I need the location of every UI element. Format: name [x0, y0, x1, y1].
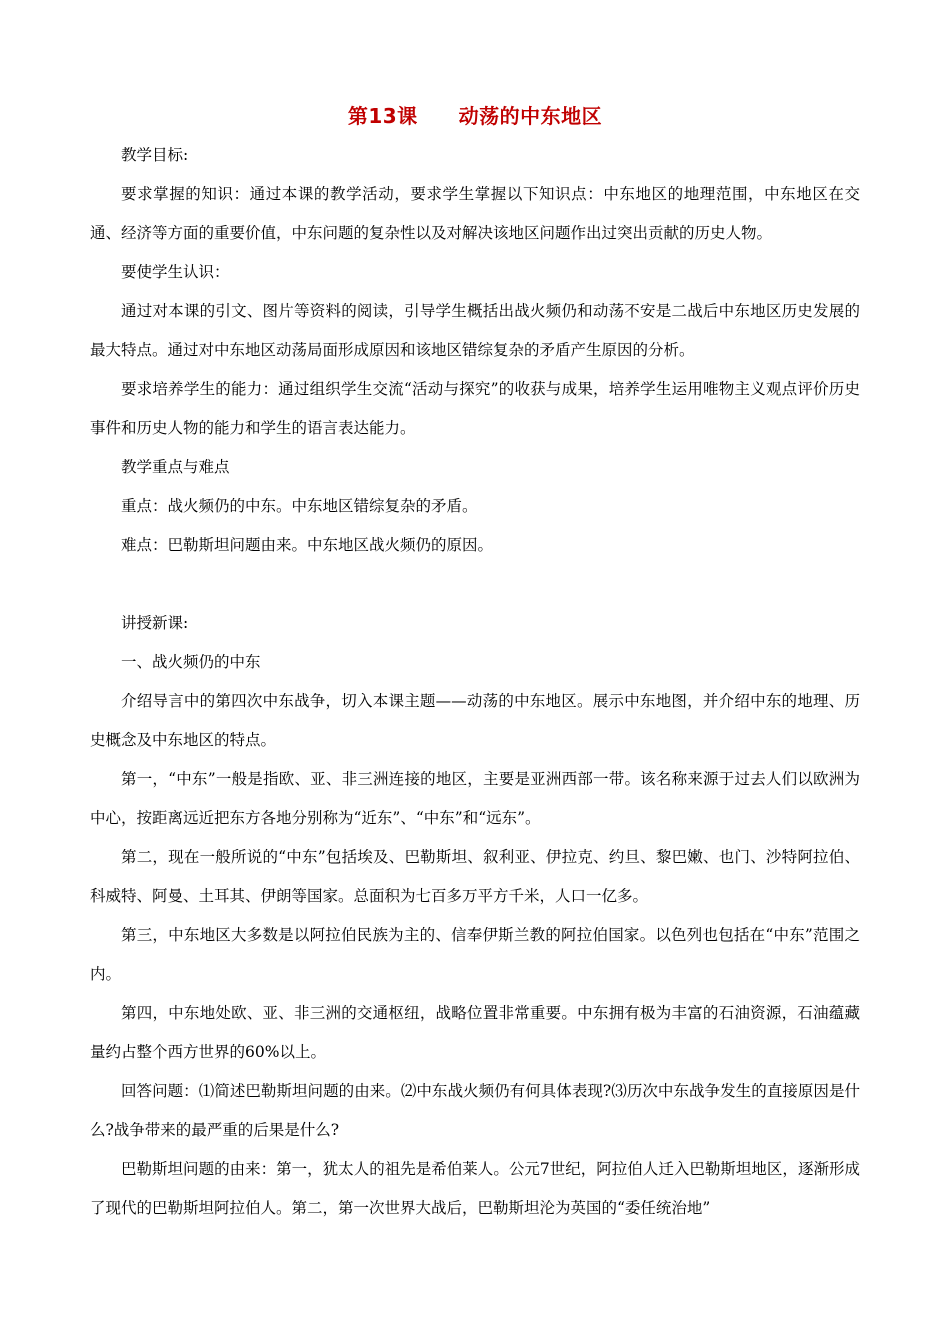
paragraph-key-points-heading: 教学重点与难点: [121, 458, 230, 476]
section-heading-1: 一、战火频仍的中东: [121, 653, 261, 671]
document-body: [90, 136, 860, 1228]
paragraph-point-third: 第三，中东地区大多数是以阿拉伯民族为主的、信奉伊斯兰教的阿拉伯国家。以色列也包括在“中东”范围之内。: [90, 926, 860, 983]
paragraph-questions: 回答问题：⑴简述巴勒斯坦问题的由来。⑵中东战火频仍有何具体表现?⑶历次中东战争发生的直接原因是什么?战争带来的最严重的后果是什么?: [90, 1082, 860, 1139]
paragraph-understanding-heading: 要使学生认识：: [121, 263, 230, 281]
paragraph-introduction: 介绍导言中的第四次中东战争，切入本课主题——动荡的中东地区。展示中东地图，并介绍中东的地理、历史概念及中东地区的特点。: [90, 692, 860, 749]
paragraph-point-first: 第一，“中东”一般是指欧、亚、非三洲连接的地区，主要是亚洲西部一带。该名称来源于过去人们以欧洲为中心，按距离远近把东方各地分别称为“近东”、“中东”和“远东”。: [90, 770, 860, 827]
paragraph-understanding: 通过对本课的引文、图片等资料的阅读，引导学生概括出战火频仍和动荡不安是二战后中东地区历史发展的最大特点。通过对中东地区动荡局面形成原因和该地区错综复杂的矛盾产生原因的分析。: [90, 302, 860, 359]
paragraph-difficult-point: 难点：巴勒斯坦问题由来。中东地区战火频仍的原因。: [121, 536, 494, 554]
paragraph-new-lesson-heading: 讲授新课:: [121, 614, 189, 632]
lesson-title: 第13课 动荡的中东地区: [347, 104, 603, 128]
paragraph-teaching-goals: 教学目标:: [121, 146, 189, 164]
paragraph-ability: 要求培养学生的能力：通过组织学生交流“活动与探究”的收获与成果，培养学生运用唯物主义观点评价历史事件和历史人物的能力和学生的语言表达能力。: [90, 380, 860, 437]
paragraph-knowledge-requirements: 要求掌握的知识：通过本课的教学活动，要求学生掌握以下知识点：中东地区的地理范围，中东地区在交通、经济等方面的重要价值，中东问题的复杂性以及对解决该地区问题作出过突出贡献的历史人物。: [90, 185, 860, 242]
paragraph-palestine-origin: 巴勒斯坦问题的由来：第一，犹太人的祖先是希伯莱人。公元7世纪，阿拉伯人迁入巴勒斯坦地区，逐渐形成了现代的巴勒斯坦阿拉伯人。第二，第一次世界大战后，巴勒斯坦沦为英国的“委任统治地”: [90, 1160, 860, 1217]
paragraph-point-second: 第二，现在一般所说的“中东”包括埃及、巴勒斯坦、叙利亚、伊拉克、约旦、黎巴嫩、也门、沙特阿拉伯、科威特、阿曼、土耳其、伊朗等国家。总面积为七百多万平方千米，人口一亿多。: [90, 848, 860, 905]
paragraph-key-point: 重点：战火频仍的中东。中东地区错综复杂的矛盾。: [121, 497, 478, 515]
blank-line: [90, 565, 860, 604]
paragraph-point-fourth: 第四，中东地处欧、亚、非三洲的交通枢纽，战略位置非常重要。中东拥有极为丰富的石油资源，石油蕴藏量约占整个西方世界的60%以上。: [90, 1004, 860, 1061]
